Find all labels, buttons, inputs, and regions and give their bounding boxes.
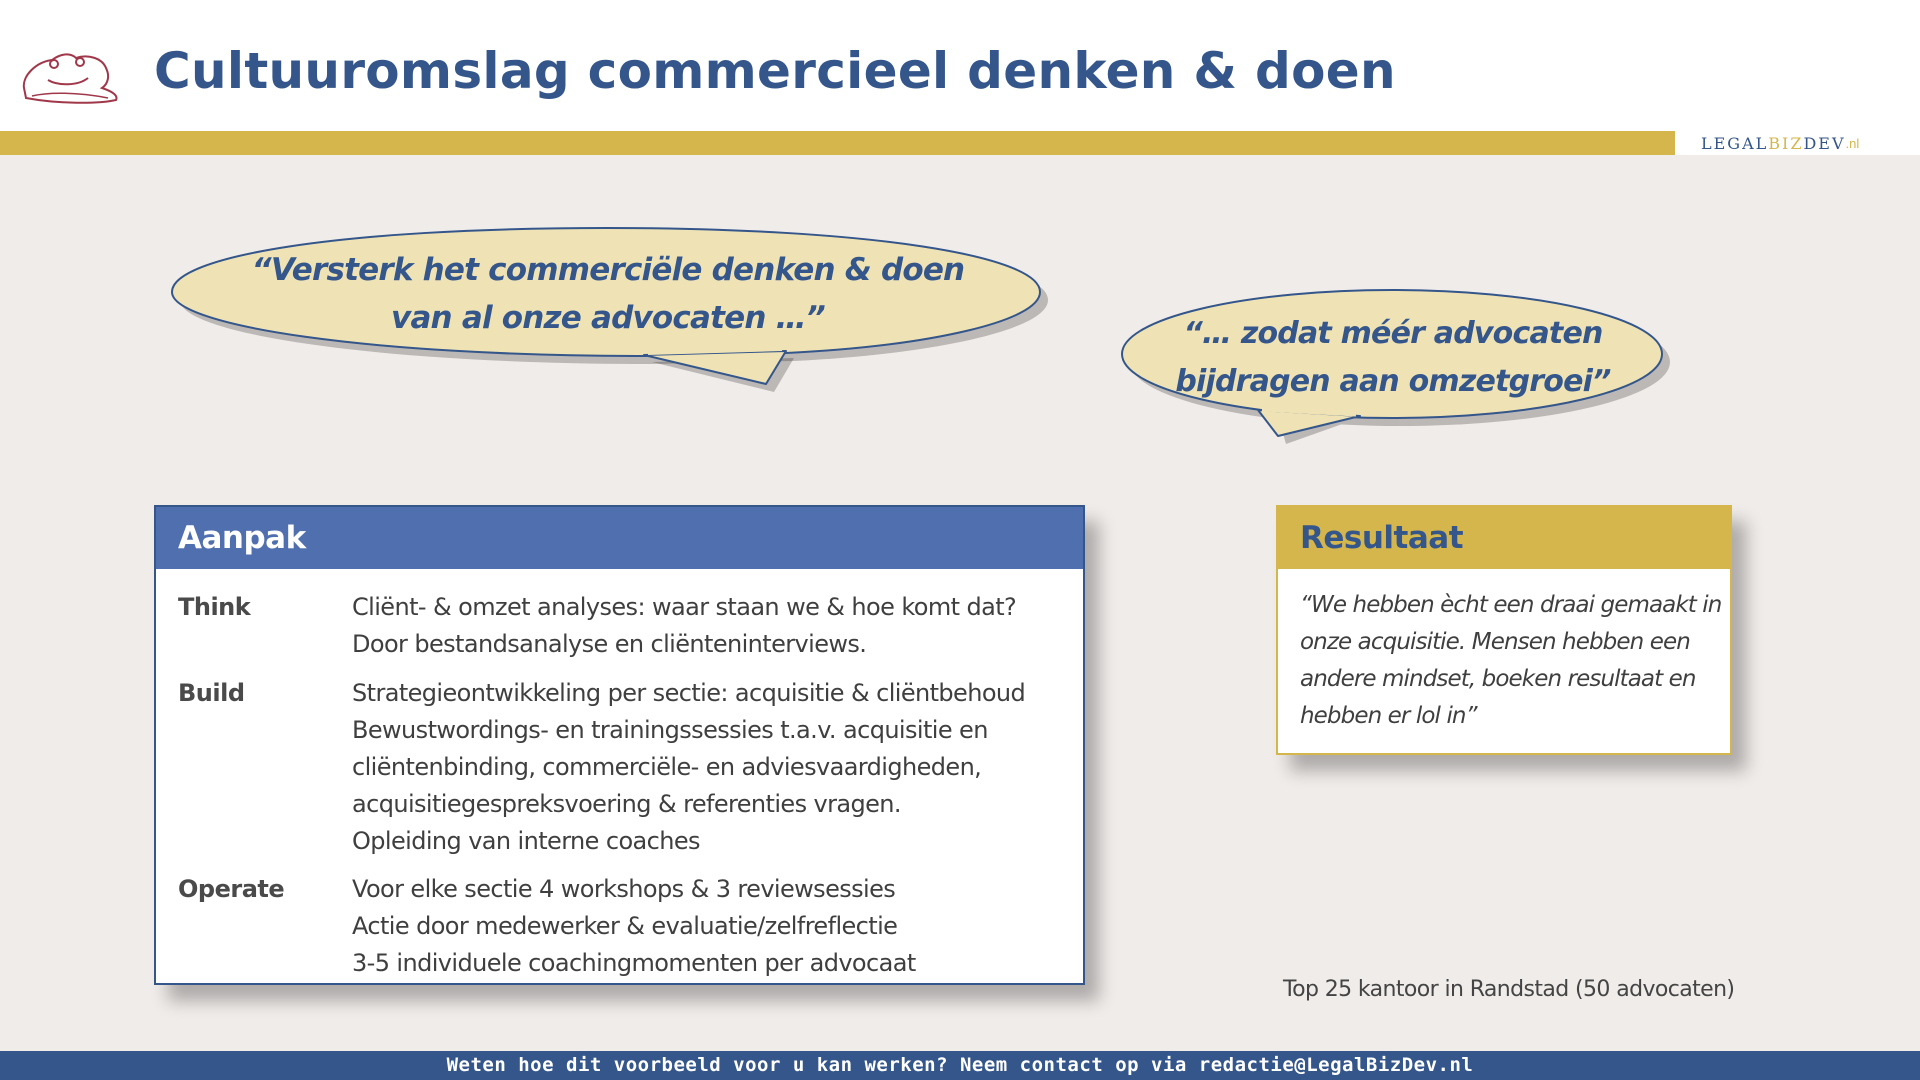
- resultaat-title: Resultaat: [1278, 507, 1730, 569]
- header: [0, 0, 1920, 131]
- resultaat-quote: “We hebben ècht een draai gemaakt in onze acquisitie. Mensen hebben een andere mindset, boeken resultaat en hebben er lol in”: [1300, 592, 1722, 729]
- row-line: 3-5 individuele coachingmomenten per advocaat: [352, 949, 916, 977]
- resultaat-panel: [1276, 505, 1732, 755]
- row-label-think: Think: [178, 593, 251, 621]
- speech-bubble-right-text: [1120, 310, 1666, 406]
- speech-bubble-left-text: [170, 246, 1046, 342]
- bubble-right-line-2: bijdragen aan omzetgroei”: [1175, 364, 1611, 399]
- row-line: cliëntenbinding, commerciële- en adviesvaardigheden,: [352, 753, 982, 781]
- bubble-right-line-1: “… zodat méér advocaten: [1183, 316, 1603, 351]
- brand-logo: [1675, 131, 1920, 155]
- page-title: Cultuuromslag commercieel denken & doen: [154, 42, 1396, 100]
- aanpak-panel: [154, 505, 1085, 985]
- firm-note: Top 25 kantoor in Randstad (50 advocaten): [1283, 977, 1735, 1002]
- hippo-logo-icon: [18, 46, 122, 104]
- bubble-left-line-1: “Versterk het commerciële denken & doen: [251, 252, 965, 288]
- row-line: Opleiding van interne coaches: [352, 827, 700, 855]
- aanpak-title: Aanpak: [156, 507, 1083, 569]
- brand-legal: LEGAL: [1701, 133, 1769, 153]
- speech-bubble-left: [170, 226, 1046, 390]
- row-line: Cliënt- & omzet analyses: waar staan we & hoe komt dat?: [352, 593, 1017, 621]
- brand-biz: BIZ: [1768, 133, 1804, 153]
- brand-dev: DEV: [1803, 133, 1846, 153]
- row-lines-build: [352, 675, 1025, 860]
- footer-contact-bar: Weten hoe dit voorbeeld voor u kan werken? Neem contact op via redactie@LegalBizDev.nl: [0, 1051, 1920, 1080]
- row-label-build: Build: [178, 679, 245, 707]
- row-line: Bewustwordings- en trainingssessies t.a.v. acquisitie en: [352, 716, 988, 744]
- row-lines-operate: [352, 871, 916, 982]
- bubble-left-line-2: van al onze advocaten …”: [391, 300, 825, 336]
- row-line: acquisitiegespreksvoering & referenties vragen.: [352, 790, 901, 818]
- speech-bubble-right: [1120, 288, 1666, 440]
- row-lines-think: [352, 589, 1016, 663]
- row-line: Voor elke sectie 4 workshops & 3 reviewsessies: [352, 875, 896, 903]
- row-label-operate: Operate: [178, 875, 285, 903]
- row-line: Door bestandsanalyse en cliënteninterviews.: [352, 630, 867, 658]
- row-line: Actie door medewerker & evaluatie/zelfreflectie: [352, 912, 898, 940]
- row-line: Strategieontwikkeling per sectie: acquisitie & cliëntbehoud: [352, 679, 1026, 707]
- brand-tld: .nl: [1845, 135, 1860, 151]
- header-accent-bar: [0, 131, 1675, 155]
